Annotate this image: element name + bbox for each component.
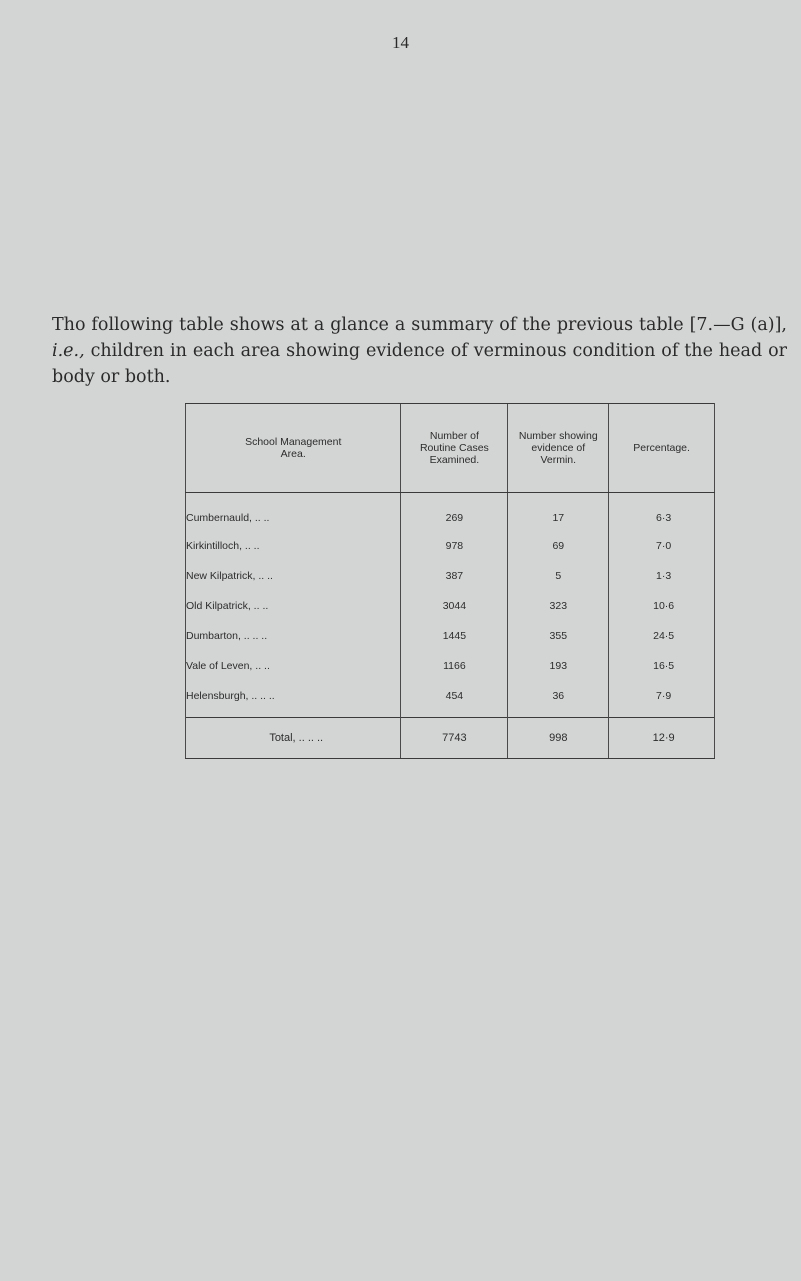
header-vermin-text: Number showing evidence of Vermin. xyxy=(518,430,598,466)
vermin-cell: 17 xyxy=(508,493,609,532)
table-row xyxy=(186,651,715,681)
header-vermin-count xyxy=(508,404,609,493)
percentage-cell: 10·6 xyxy=(609,591,715,621)
total-cases-cell: 7743 xyxy=(401,718,508,759)
vermin-cell: 5 xyxy=(508,561,609,591)
total-row xyxy=(186,718,715,759)
total-percentage-cell: 12·9 xyxy=(609,718,715,759)
cases-cell: 454 xyxy=(401,681,508,718)
area-name-cell: Kirkintilloch, .. .. xyxy=(186,531,401,561)
vermin-summary-table xyxy=(185,403,715,759)
percentage-cell: 6·3 xyxy=(609,493,715,532)
table-row xyxy=(186,681,715,718)
vermin-cell: 36 xyxy=(508,681,609,718)
cases-cell: 1166 xyxy=(401,651,508,681)
percentage-cell: 1·3 xyxy=(609,561,715,591)
intro-text-ie: i.e., xyxy=(52,340,85,361)
table-row xyxy=(186,591,715,621)
header-routine-cases xyxy=(401,404,508,493)
header-school-management-area xyxy=(186,404,401,493)
header-percentage-text: Percentage. xyxy=(633,442,690,454)
area-name-cell: Dumbarton, .. .. .. xyxy=(186,621,401,651)
cases-cell: 1445 xyxy=(401,621,508,651)
header-cases-text: Number of Routine Cases Examined. xyxy=(419,430,489,466)
vermin-cell: 355 xyxy=(508,621,609,651)
intro-paragraph xyxy=(52,312,787,390)
intro-text-end: children in each area showing evidence of verminous condition of the head or body or both. xyxy=(52,340,787,387)
cases-cell: 269 xyxy=(401,493,508,532)
table-row xyxy=(186,621,715,651)
total-vermin-cell: 998 xyxy=(508,718,609,759)
area-name-cell: Helensburgh, .. .. .. xyxy=(186,681,401,718)
intro-text-start: Tho following table shows at a glance a summary of the previous table [7.—G (a)], xyxy=(52,314,787,335)
cases-cell: 3044 xyxy=(401,591,508,621)
vermin-cell: 193 xyxy=(508,651,609,681)
area-name-cell: Vale of Leven, .. .. xyxy=(186,651,401,681)
table-row xyxy=(186,561,715,591)
vermin-cell: 69 xyxy=(508,531,609,561)
area-name-cell: New Kilpatrick, .. .. xyxy=(186,561,401,591)
percentage-cell: 7·9 xyxy=(609,681,715,718)
vermin-cell: 323 xyxy=(508,591,609,621)
percentage-cell: 16·5 xyxy=(609,651,715,681)
percentage-cell: 7·0 xyxy=(609,531,715,561)
area-name-cell: Old Kilpatrick, .. .. xyxy=(186,591,401,621)
header-area-text: School Management Area. xyxy=(245,436,342,460)
total-label: Total, .. .. .. xyxy=(186,718,401,759)
table-row xyxy=(186,531,715,561)
area-name-cell: Cumbernauld, .. .. xyxy=(186,493,401,532)
cases-cell: 978 xyxy=(401,531,508,561)
cases-cell: 387 xyxy=(401,561,508,591)
table-row xyxy=(186,493,715,532)
page-number: 14 xyxy=(392,33,409,52)
percentage-cell: 24·5 xyxy=(609,621,715,651)
table-header-row xyxy=(186,404,715,493)
header-percentage xyxy=(609,404,715,493)
